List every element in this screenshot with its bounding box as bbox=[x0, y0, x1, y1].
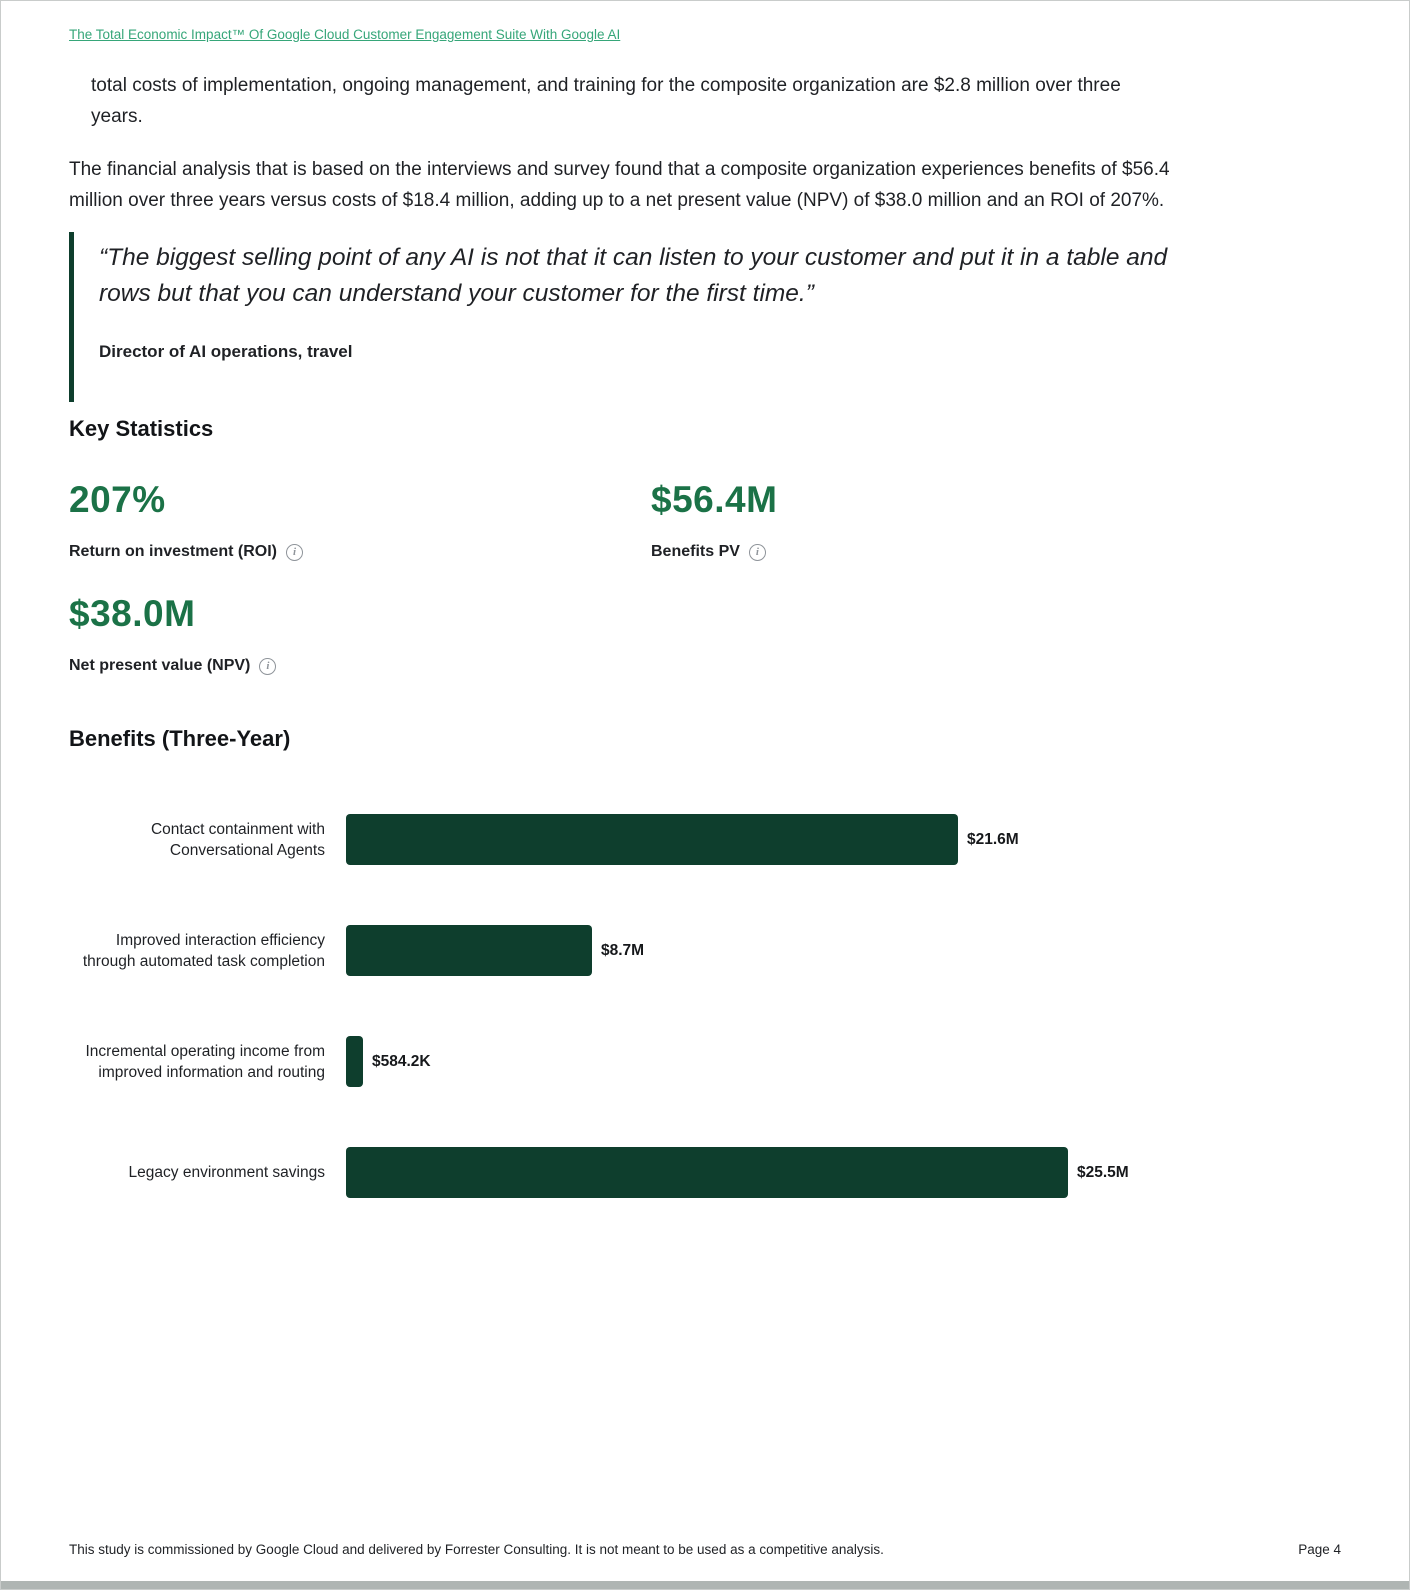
stat-roi bbox=[69, 478, 651, 562]
chart-row bbox=[69, 1147, 1341, 1198]
chart-value-label: $8.7M bbox=[601, 941, 645, 959]
stat-roi-label: Return on investment (ROI) bbox=[69, 543, 278, 560]
chart-value-label: $21.6M bbox=[967, 830, 1019, 848]
report-title-link[interactable]: The Total Economic Impact™ Of Google Cloud Customer Engagement Suite With Google AI bbox=[69, 27, 621, 42]
chart-bar bbox=[346, 814, 958, 865]
key-statistics-heading: Key Statistics bbox=[69, 416, 214, 441]
info-icon[interactable]: i bbox=[259, 658, 276, 675]
quote-attribution: Director of AI operations, travel bbox=[99, 342, 353, 361]
benefits-heading: Benefits (Three-Year) bbox=[69, 726, 291, 751]
key-statistics-grid bbox=[69, 478, 1341, 676]
stat-npv-label-row bbox=[69, 656, 651, 676]
stat-benefits-pv-label-row bbox=[651, 542, 1233, 562]
chart-value-label: $25.5M bbox=[1077, 1163, 1129, 1181]
footer-page-number: Page 4 bbox=[1298, 1542, 1341, 1557]
page-content bbox=[1, 1, 1409, 1581]
chart-value-label: $584.2K bbox=[372, 1052, 431, 1070]
chart-row bbox=[69, 814, 1341, 865]
info-icon[interactable]: i bbox=[286, 544, 303, 561]
info-icon[interactable]: i bbox=[749, 544, 766, 561]
chart-row bbox=[69, 1036, 1341, 1087]
stat-npv-label: Net present value (NPV) bbox=[69, 657, 251, 674]
bottom-strip bbox=[1, 1581, 1409, 1589]
chart-row bbox=[69, 925, 1341, 976]
chart-bar bbox=[346, 1147, 1068, 1198]
stat-benefits-pv-label: Benefits PV bbox=[651, 543, 740, 560]
footer-disclaimer: This study is commissioned by Google Cloud and delivered by Forrester Consulting. It is not meant to be used as a competitive analysis. bbox=[69, 1542, 884, 1557]
stat-roi-label-row bbox=[69, 542, 651, 562]
chart-category-label: Incremental operating income from improved information and routing bbox=[85, 1042, 325, 1081]
paragraph-financial-analysis: The financial analysis that is based on the interviews and survey found that a composite organization experiences benefits of $56.4 million over three years versus costs of $18.4 million, adding up to a net present value (NPV) of $38.0 million and an ROI of 207%. bbox=[69, 159, 1170, 211]
quote-text: “The biggest selling point of any AI is not that it can listen to your customer and put it in a table and rows but that you can understand your customer for the first time.” bbox=[99, 244, 1168, 307]
chart-category-label: Legacy environment savings bbox=[128, 1164, 325, 1181]
stat-npv-value: $38.0M bbox=[69, 593, 196, 634]
page-footer bbox=[69, 1542, 1341, 1581]
paragraph-costs: total costs of implementation, ongoing management, and training for the composite organization are $2.8 million over three years. bbox=[91, 75, 1121, 127]
chart-category-label: Improved interaction efficiency through automated task completion bbox=[82, 931, 325, 970]
stat-roi-value: 207% bbox=[69, 479, 166, 520]
stat-benefits-pv bbox=[651, 478, 1233, 562]
chart-bar bbox=[346, 1036, 363, 1087]
stat-npv bbox=[69, 592, 651, 676]
stat-benefits-pv-value: $56.4M bbox=[651, 479, 778, 520]
pull-quote bbox=[69, 232, 1341, 402]
chart-bar bbox=[346, 925, 592, 976]
chart-category-label: Contact containment with Conversational Agents bbox=[150, 820, 325, 859]
benefits-chart bbox=[69, 814, 1341, 1258]
